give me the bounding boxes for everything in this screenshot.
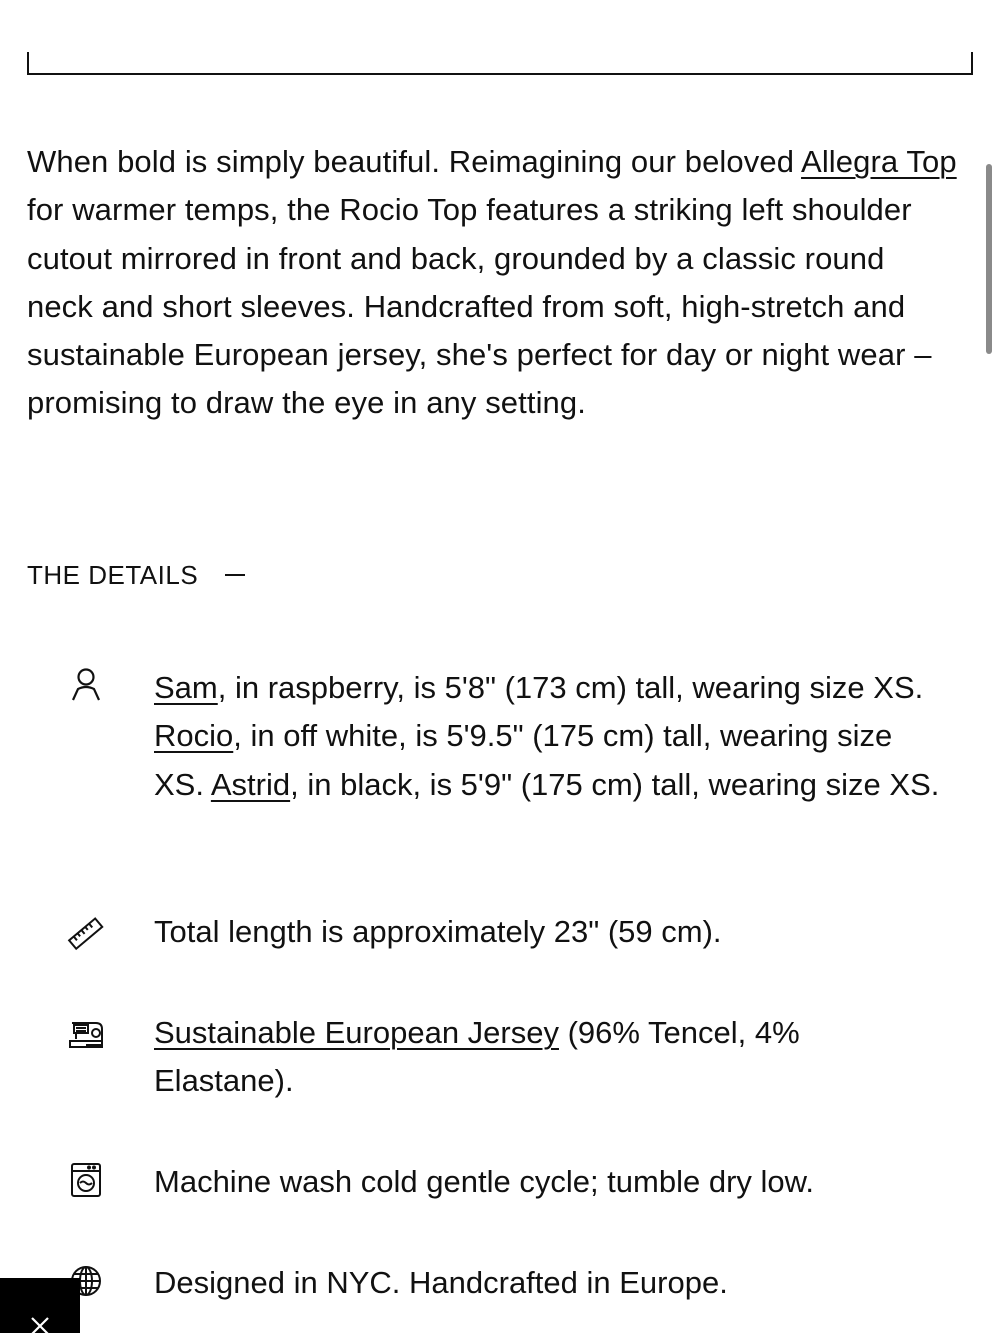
sewing-machine-icon — [62, 1013, 110, 1053]
allegra-top-link[interactable]: Allegra Top — [801, 144, 957, 179]
washing-machine-icon — [62, 1160, 110, 1200]
description-text-body: for warmer temps, the Rocio Top features a striking left shoulder cutout mirrored in front and back, grounded by a classic round neck and short sleeves. Handcrafted from soft, high-stretch and sustainable European jersey, she's perfect for day or night wear – promising to draw the eye in any setting. — [27, 192, 932, 421]
care-description: Machine wash cold gentle cycle; tumble dry low. — [154, 1164, 814, 1199]
person-icon — [62, 664, 110, 704]
models-text-2: , in off white, is 5'9.5" (175 cm) tall, wearing size XS. — [154, 718, 893, 802]
models-text-1: , in raspberry, is 5'8" (173 cm) tall, wearing size XS. — [217, 670, 924, 705]
models-text-3: , in black, is 5'9" (175 cm) tall, wearing size XS. — [290, 766, 940, 802]
top-border-frame — [27, 52, 973, 75]
fabric-link[interactable]: Sustainable European Jersey — [154, 1015, 559, 1050]
details-title: THE DETAILS — [27, 560, 199, 590]
model-astrid-link[interactable]: Astrid — [210, 766, 291, 802]
length-description: Total length is approximately 23" (59 cm). — [154, 914, 722, 949]
close-icon — [30, 1316, 50, 1336]
fabric-text: (96% Tencel, 4% Elastane). — [154, 1015, 800, 1099]
ruler-icon — [62, 914, 110, 954]
product-description — [27, 138, 957, 428]
collapse-minus-icon — [225, 574, 245, 576]
model-rocio-link[interactable]: Rocio — [154, 718, 234, 754]
close-button[interactable] — [0, 1278, 80, 1333]
models-description — [154, 664, 944, 809]
origin-description: Designed in NYC. Handcrafted in Europe. — [154, 1265, 728, 1300]
description-text-intro: When bold is simply beautiful. Reimagining our beloved — [27, 144, 802, 179]
fabric-description — [154, 1009, 944, 1106]
page-scrollbar[interactable] — [986, 164, 992, 354]
details-accordion-toggle[interactable] — [27, 558, 245, 592]
model-sam-link[interactable]: Sam — [154, 670, 218, 705]
